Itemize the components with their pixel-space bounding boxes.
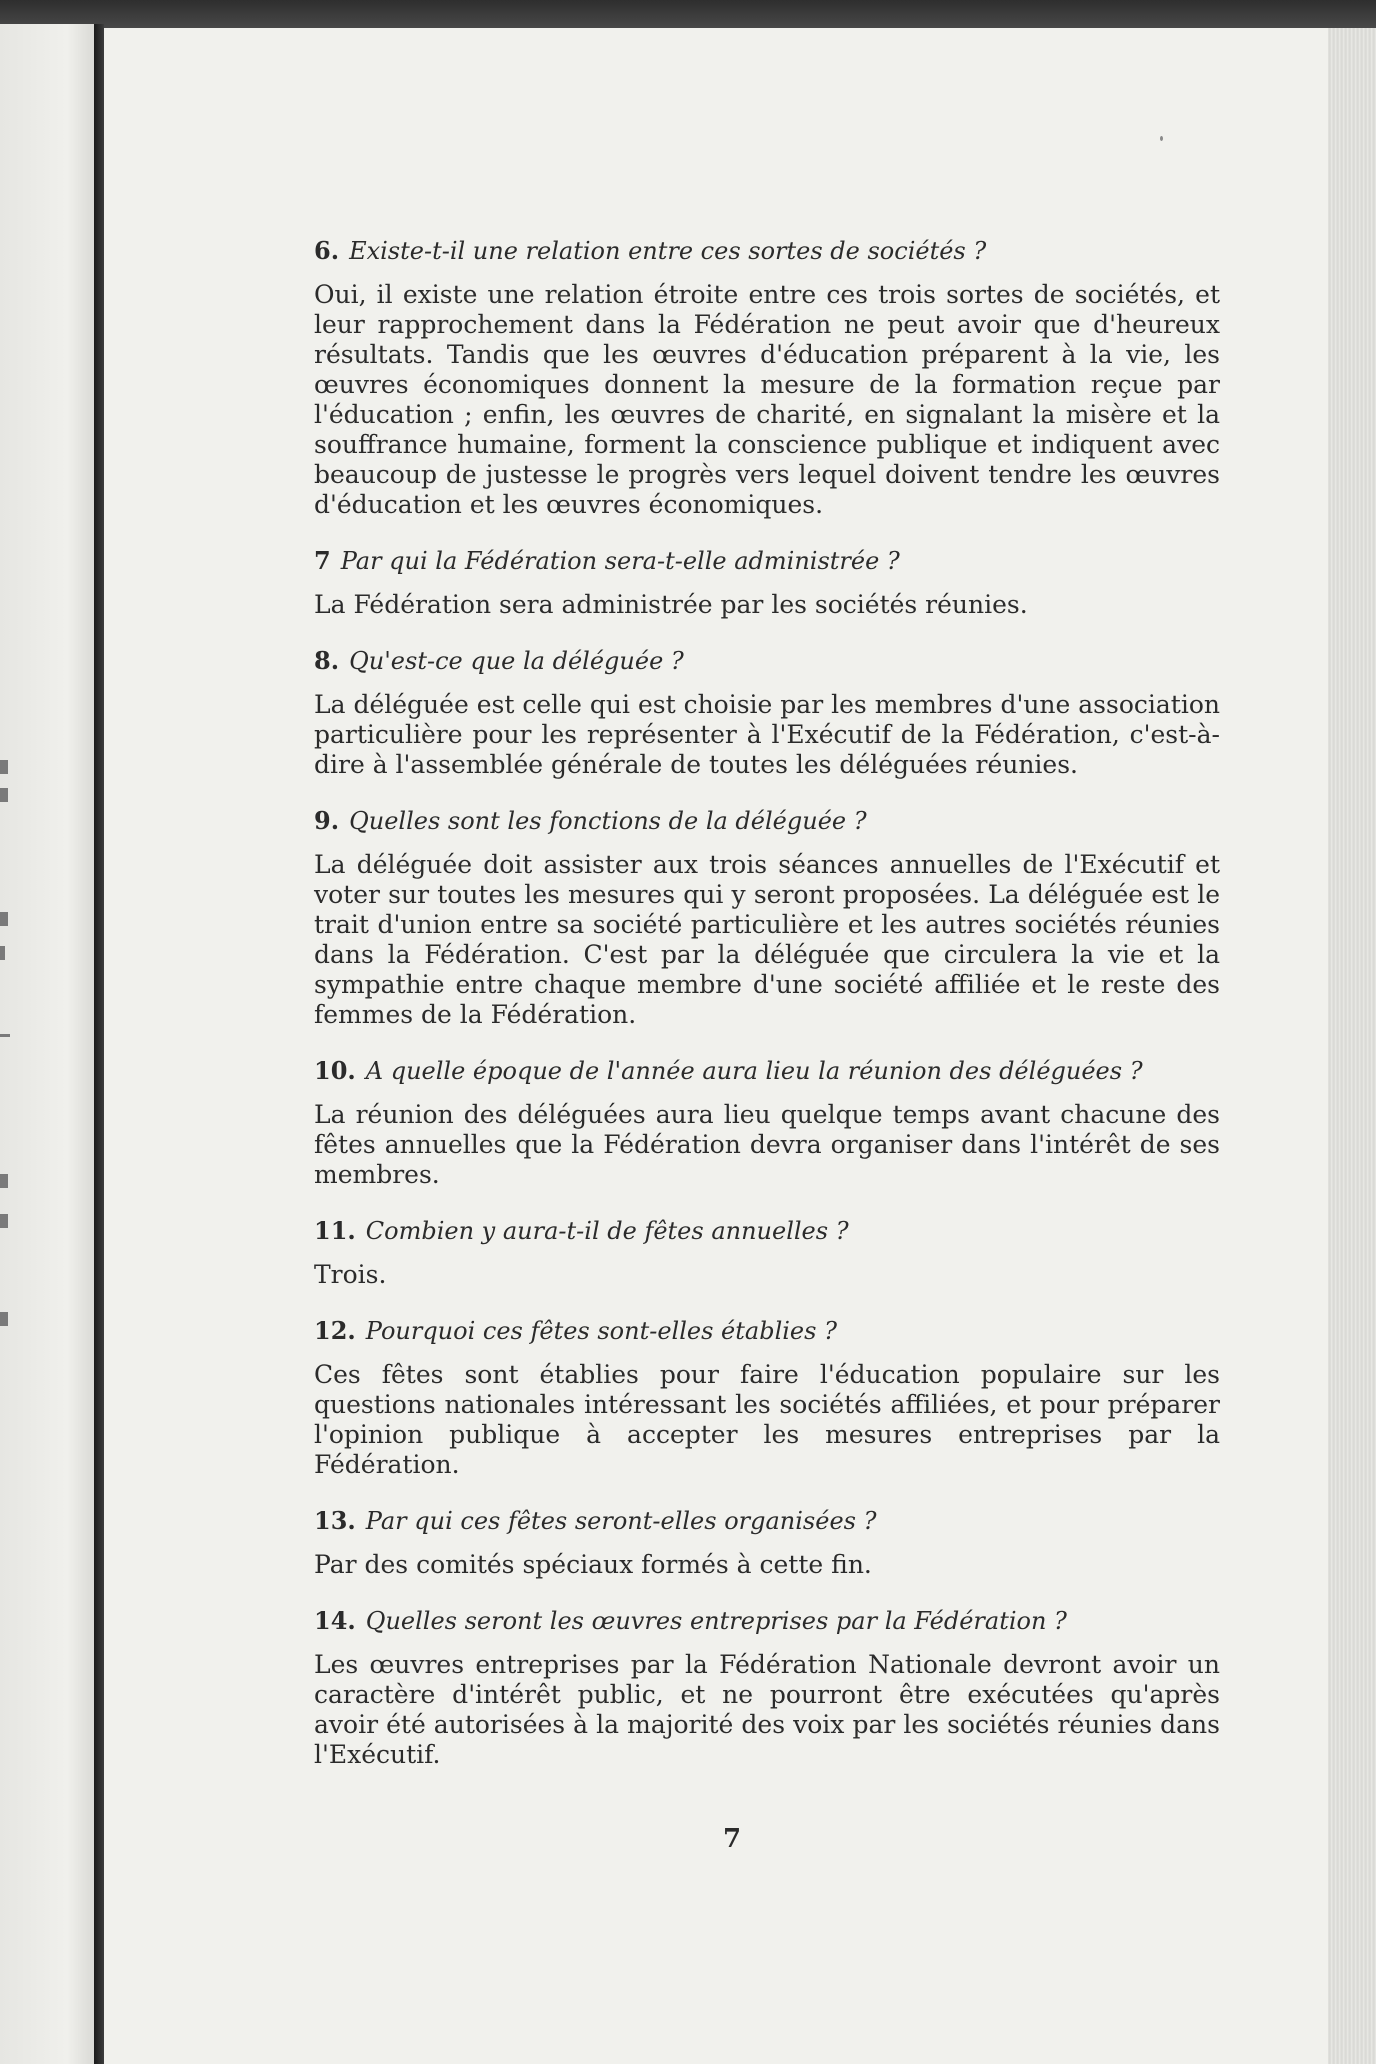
question — [314, 236, 1220, 266]
question — [314, 1056, 1220, 1086]
question-number: 10. — [314, 1056, 356, 1085]
question-number: 14. — [314, 1606, 356, 1635]
question-number: 13. — [314, 1506, 356, 1535]
question-text: Par qui la Fédération sera-t-elle administrée ? — [340, 547, 900, 575]
facing-page-mark — [0, 1214, 8, 1228]
facing-page-mark — [0, 1312, 8, 1326]
question-number: 9. — [314, 806, 340, 835]
answer: La déléguée est celle qui est choisie par les membres d'une association particulière pour les représenter à l'Exécutif de la Fédération, c'est-à-dire à l'assemblée générale de toutes les déléguées réunies. — [314, 690, 1220, 779]
page-number: 7 — [722, 1824, 742, 1854]
answer: Ces fêtes sont établies pour faire l'éducation populaire sur les questions nationales intéressant les sociétés affiliées, et pour préparer l'opinion publique à accepter les mesures entreprises par la Fédération. — [314, 1360, 1220, 1479]
answer: Par des comités spéciaux formés à cette fin. — [314, 1550, 872, 1579]
question-text: Quelles seront les œuvres entreprises par la Fédération ? — [365, 1607, 1067, 1635]
qa-item — [314, 546, 1220, 620]
facing-page-mark — [0, 912, 8, 926]
question — [314, 1216, 1220, 1246]
question-text: Existe-t-il une relation entre ces sortes de sociétés ? — [349, 237, 987, 265]
question — [314, 1606, 1220, 1636]
answer: Oui, il existe une relation étroite entre ces trois sortes de sociétés, et leur rapprochement dans la Fédération ne peut avoir que d'heureux résultats. Tandis que les œuvres d'éducation préparent à la vie, les œuvres économiques donnent la mesure de la formation reçue par l'éducation ; enfin, les œuvres de charité, en signalant la misère et la souffrance humaine, forment la conscience publique et indiquent avec beaucoup de justesse le progrès vers lequel doivent tendre les œuvres d'éducation et les œuvres économiques. — [314, 280, 1220, 519]
question-number: 8. — [314, 646, 340, 675]
question-text: Pourquoi ces fêtes sont-elles établies ? — [365, 1317, 837, 1345]
question — [314, 806, 1220, 836]
qa-item — [314, 1216, 1220, 1290]
question-number: 12. — [314, 1316, 356, 1345]
question — [314, 546, 1220, 576]
facing-page-mark — [0, 1174, 8, 1188]
facing-page-mark — [0, 760, 8, 774]
scanner-top-edge — [0, 0, 1376, 30]
qa-item — [314, 1316, 1220, 1480]
answer: La réunion des déléguées aura lieu quelque temps avant chacune des fêtes annuelles que la Fédération devra organiser dans l'intérêt de ses membres. — [314, 1100, 1220, 1189]
qa-item — [314, 1606, 1220, 1770]
page-stack-edge — [1328, 28, 1376, 2064]
facing-page-edge — [0, 24, 96, 2064]
facing-page-mark — [0, 788, 8, 802]
answer: La déléguée doit assister aux trois séances annuelles de l'Exécutif et voter sur toutes les mesures qui y seront proposées. La déléguée est le trait d'union entre sa société particulière et les autres sociétés réunies dans la Fédération. C'est par la déléguée que circulera la vie et la sympathie entre chaque membre d'une société affiliée et le reste des femmes de la Fédération. — [314, 850, 1220, 1029]
answer: Trois. — [314, 1260, 387, 1289]
qa-item — [314, 1506, 1220, 1580]
question-number: 7 — [314, 546, 331, 575]
qa-item — [314, 1056, 1220, 1190]
facing-page-mark — [0, 946, 5, 960]
question-text: Par qui ces fêtes seront-elles organisées ? — [365, 1507, 877, 1535]
question-text: Qu'est-ce que la déléguée ? — [349, 647, 684, 675]
facing-page-mark — [0, 1034, 10, 1037]
qa-item — [314, 646, 1220, 780]
qa-item — [314, 236, 1220, 520]
answer: La Fédération sera administrée par les sociétés réunies. — [314, 590, 1028, 619]
answer: Les œuvres entreprises par la Fédération Nationale devront avoir un caractère d'intérêt public, et ne pourront être exécutées qu'après avoir été autorisées à la majorité des voix par les sociétés réunies dans l'Exécutif. — [314, 1650, 1220, 1769]
qa-item — [314, 806, 1220, 1030]
question-number: 6. — [314, 236, 340, 265]
document-page — [104, 28, 1360, 2064]
question-text: Quelles sont les fonctions de la déléguée ? — [349, 807, 867, 835]
question-text: Combien y aura-t-il de fêtes annuelles ? — [365, 1217, 849, 1245]
page-content — [314, 236, 1220, 1796]
question — [314, 1316, 1220, 1346]
scan-speck — [1160, 136, 1163, 141]
question-text: A quelle époque de l'année aura lieu la réunion des déléguées ? — [365, 1057, 1143, 1085]
question-number: 11. — [314, 1216, 356, 1245]
question — [314, 1506, 1220, 1536]
book-gutter — [94, 24, 104, 2064]
question — [314, 646, 1220, 676]
